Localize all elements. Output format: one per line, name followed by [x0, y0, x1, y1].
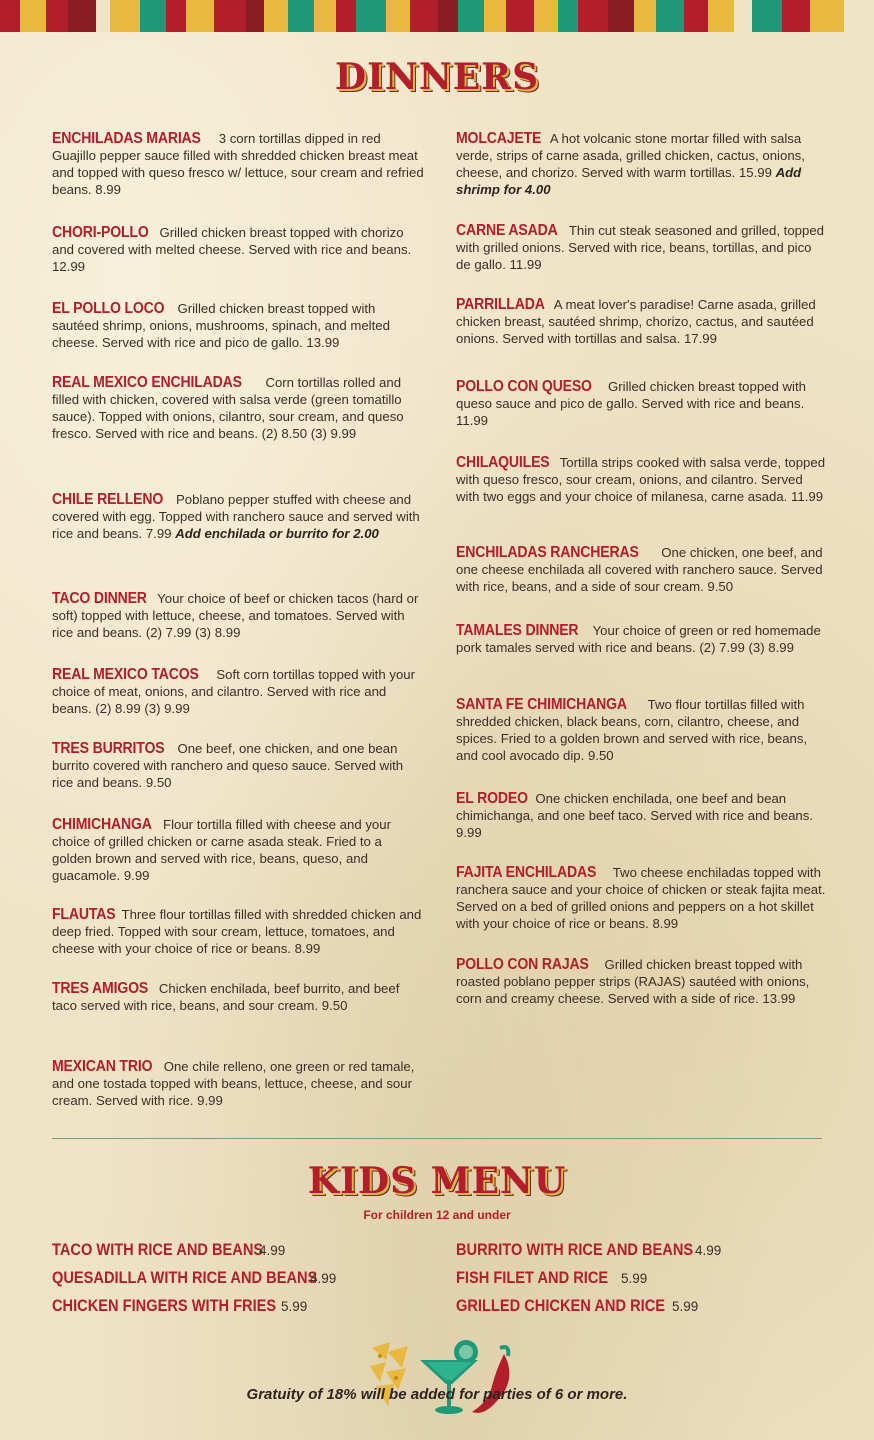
- menu-item: [52, 491, 424, 542]
- kids-item-name: TACO WITH RICE AND BEANS: [52, 1240, 264, 1259]
- menu-item: [456, 790, 826, 841]
- menu-item-description: Corn tortillas rolled and filled with chicken, covered with salsa verde (green tomatillo sauce). Topped with onions, cilantro, sour cream, and queso fresco. Served with rice and beans. (2) 8.50 (3) 9.99: [52, 375, 404, 441]
- chili-pepper-icon: [466, 1340, 518, 1420]
- stripe-segment: [458, 0, 484, 32]
- stripe-segment: [20, 0, 46, 32]
- kids-item-price: 5.99: [621, 1271, 648, 1286]
- kids-item-name: GRILLED CHICKEN AND RICE: [456, 1296, 666, 1315]
- kids-item-name: BURRITO WITH RICE AND BEANS: [456, 1240, 694, 1259]
- menu-item-name: CHILE RELLENO: [52, 491, 164, 508]
- stripe-segment: [68, 0, 96, 32]
- kids-menu-heading: KIDS MENU: [307, 1160, 567, 1202]
- kids-menu-item: [456, 1240, 712, 1260]
- stripe-segment: [246, 0, 264, 32]
- menu-item-description: Thin cut steak seasoned and grilled, topped with grilled onions. Served with rice, beans, tortillas, and pico de gallo. 11.99: [456, 223, 825, 272]
- stripe-segment: [386, 0, 410, 32]
- menu-item-description: Poblano pepper stuffed with cheese and covered with egg. Topped with ranchero sauce and served with rice and beans. 7.99: [52, 492, 420, 541]
- stripe-segment: [782, 0, 810, 32]
- kids-item-name: CHICKEN FINGERS WITH FRIES: [52, 1296, 277, 1315]
- menu-item-name: POLLO CON QUESO: [456, 378, 592, 395]
- kids-item-price: 5.99: [672, 1299, 699, 1314]
- decorative-stripe-bar: [0, 0, 874, 32]
- gratuity-note: Gratuity of 18% will be added for parties of 6 or more.: [246, 1386, 628, 1403]
- stripe-segment: [110, 0, 140, 32]
- stripe-segment: [734, 0, 752, 32]
- menu-item: [456, 956, 826, 1007]
- kids-item-price: 4.99: [310, 1271, 337, 1286]
- stripe-segment: [214, 0, 246, 32]
- menu-item-name: MEXICAN TRIO: [52, 1058, 153, 1075]
- stripe-segment: [708, 0, 734, 32]
- stripe-segment: [752, 0, 782, 32]
- menu-item-note: Add enchilada or burrito for 2.00: [175, 526, 379, 541]
- stripe-segment: [558, 0, 578, 32]
- stripe-segment: [484, 0, 506, 32]
- stripe-segment: [264, 0, 288, 32]
- stripe-segment: [410, 0, 438, 32]
- menu-item: [456, 622, 826, 656]
- stripe-segment: [578, 0, 608, 32]
- stripe-segment: [186, 0, 214, 32]
- kids-item-price: 4.99: [259, 1243, 286, 1258]
- menu-item-note: Add shrimp for 4.00: [456, 165, 802, 197]
- menu-item-name: PARRILLADA: [456, 296, 545, 313]
- menu-item: [52, 666, 424, 717]
- menu-item-description: Your choice of green or red homemade pork tamales served with rice and beans. (2) 7.99 (3) 8.99: [456, 623, 821, 655]
- kids-menu-subtitle: For children 12 and under: [363, 1208, 511, 1222]
- menu-item: [52, 224, 424, 275]
- kids-menu-item: [456, 1296, 679, 1316]
- menu-item: [456, 454, 826, 505]
- stripe-segment: [336, 0, 356, 32]
- menu-item: [456, 130, 826, 198]
- menu-item: [456, 378, 826, 429]
- menu-item-name: MOLCAJETE: [456, 130, 542, 147]
- menu-item-description: Flour tortilla filled with cheese and your choice of grilled chicken or carne asada steak. Fried to a golden brown and served with rice, beans, queso, and guacamole. 9.99: [52, 817, 391, 883]
- kids-item-price: 5.99: [281, 1299, 308, 1314]
- kids-item-name: QUESADILLA WITH RICE AND BEANS: [52, 1268, 318, 1287]
- stripe-segment: [684, 0, 708, 32]
- stripe-segment: [140, 0, 166, 32]
- menu-item: [52, 590, 424, 641]
- menu-item-description: One chile relleno, one green or red tamale, and one tostada topped with beans, lettuce, cheese, and sour cream. Served with rice. 9.99: [52, 1059, 415, 1108]
- menu-item-description: One chicken enchilada, one beef and bean chimichanga, and one beef taco. Served with rice and beans. 9.99: [456, 791, 814, 840]
- menu-item: [52, 906, 424, 957]
- menu-item-name: CHORI-POLLO: [52, 224, 149, 241]
- menu-item: [52, 980, 424, 1014]
- menu-item-name: ENCHILADAS MARIAS: [52, 130, 201, 147]
- menu-item-name: TAMALES DINNER: [456, 622, 579, 639]
- menu-item: [52, 300, 424, 351]
- stripe-segment: [0, 0, 20, 32]
- menu-item-name: CHIMICHANGA: [52, 816, 152, 833]
- menu-item-description: Two cheese enchiladas topped with ranchera sauce and your choice of chicken or steak fajita meat. Served on a bed of grilled onions and peppers on a hot skillet with your choice of rice or beans. 8.99: [456, 865, 826, 931]
- menu-item-name: SANTA FE CHIMICHANGA: [456, 696, 627, 713]
- menu-item: [52, 1058, 424, 1109]
- stripe-segment: [506, 0, 534, 32]
- menu-item-description: Three flour tortillas filled with shredded chicken and deep fried. Topped with sour cream, lettuce, tomatoes, and cheese with your choice of rice or beans. 8.99: [52, 907, 422, 956]
- menu-item-name: ENCHILADAS RANCHERAS: [456, 544, 639, 561]
- stripe-segment: [46, 0, 68, 32]
- menu-item-description: A meat lover's paradise! Carne asada, grilled chicken breast, sautéed shrimp, chorizo, cactus, and sautéed onions. Served with tortillas and salsa. 17.99: [456, 297, 816, 346]
- menu-item: [52, 816, 424, 884]
- menu-item-name: REAL MEXICO ENCHILADAS: [52, 374, 242, 391]
- stripe-segment: [810, 0, 844, 32]
- menu-item-description: Grilled chicken breast topped with sautéed shrimp, onions, mushrooms, spinach, and melted cheese. Served with rice and pico de gallo. 13.99: [52, 301, 390, 350]
- menu-item: [456, 864, 826, 932]
- kids-menu-item: [52, 1296, 293, 1316]
- menu-item-description: One beef, one chicken, and one bean burrito covered with ranchero and queso sauce. Served with rice and beans. 9.50: [52, 741, 404, 790]
- stripe-segment: [608, 0, 634, 32]
- menu-item-name: TACO DINNER: [52, 590, 147, 607]
- menu-item: [456, 296, 826, 347]
- menu-item: [52, 740, 424, 791]
- stripe-segment: [356, 0, 386, 32]
- menu-item-name: POLLO CON RAJAS: [456, 956, 589, 973]
- stripe-segment: [656, 0, 684, 32]
- menu-item: [456, 544, 826, 595]
- kids-item-price: 4.99: [695, 1243, 722, 1258]
- menu-item-description: Grilled chicken breast topped with roasted poblano pepper strips (RAJAS) sautéed with onions, corn and creamy cheese. Served with a side of rice. 13.99: [456, 957, 810, 1006]
- kids-menu-item: [456, 1268, 613, 1288]
- menu-item: [52, 374, 424, 442]
- menu-item-description: Chicken enchilada, beef burrito, and beef taco served with rice, beans, and sour cream. 9.50: [52, 981, 400, 1013]
- stripe-segment: [166, 0, 186, 32]
- menu-item: [52, 130, 424, 198]
- menu-item-name: FAJITA ENCHILADAS: [456, 864, 597, 881]
- menu-item-description: A hot volcanic stone mortar filled with salsa verde, strips of carne asada, grilled chicken, cactus, onions, cheese, and chorizo. Served with warm tortillas. 15.99: [456, 131, 805, 180]
- stripe-segment: [288, 0, 314, 32]
- menu-item-name: EL RODEO: [456, 790, 528, 807]
- menu-item-name: REAL MEXICO TACOS: [52, 666, 199, 683]
- menu-item-name: CHILAQUILES: [456, 454, 550, 471]
- kids-item-name: FISH FILET AND RICE: [456, 1268, 609, 1287]
- menu-item: [456, 222, 826, 273]
- menu-item-description: One chicken, one beef, and one cheese enchilada all covered with ranchero sauce. Served with rice, beans, and a side of sour cream. 9.50: [456, 545, 823, 594]
- kids-menu-item: [52, 1268, 341, 1288]
- stripe-segment: [534, 0, 558, 32]
- stripe-segment: [438, 0, 458, 32]
- menu-item-description: Grilled chicken breast topped with queso sauce and pico de gallo. Served with rice and beans. 11.99: [456, 379, 806, 428]
- menu-item-name: TRES BURRITOS: [52, 740, 165, 757]
- menu-item: [456, 696, 826, 764]
- menu-item-description: Two flour tortillas filled with shredded chicken, black beans, corn, cilantro, cheese, and spices. Fried to a golden brown and served with rice, beans, and cool avocado dip. 9.50: [456, 697, 808, 763]
- stripe-segment: [314, 0, 336, 32]
- kids-menu-item: [52, 1240, 278, 1260]
- menu-item-description: Grilled chicken breast topped with chorizo and covered with melted cheese. Served with rice and beans. 12.99: [52, 225, 412, 274]
- menu-item-name: TRES AMIGOS: [52, 980, 149, 997]
- stripe-segment: [96, 0, 110, 32]
- menu-item-description: Soft corn tortillas topped with your choice of meat, onions, and cilantro. Served with rice and beans. (2) 8.99 (3) 9.99: [52, 667, 416, 716]
- menu-item-name: EL POLLO LOCO: [52, 300, 165, 317]
- menu-item-description: Tortilla strips cooked with salsa verde, topped with queso fresco, sour cream, onions, and cilantro. Served with two eggs and your choice of milanesa, carne asada. 11.99: [456, 455, 826, 504]
- stripe-segment: [634, 0, 656, 32]
- section-divider: [52, 1138, 822, 1139]
- dinners-heading: DINNERS: [334, 56, 540, 98]
- menu-item-description: 3 corn tortillas dipped in red Guajillo pepper sauce filled with shredded chicken breast meat and topped with queso fresco w/ lettuce, sour cream and refried beans. 8.99: [52, 131, 424, 197]
- menu-item-description: Your choice of beef or chicken tacos (hard or soft) topped with lettuce, cheese, and tomatoes. Served with rice and beans. (2) 7.99 (3) 8.99: [52, 591, 419, 640]
- menu-item-name: FLAUTAS: [52, 906, 116, 923]
- menu-item-name: CARNE ASADA: [456, 222, 558, 239]
